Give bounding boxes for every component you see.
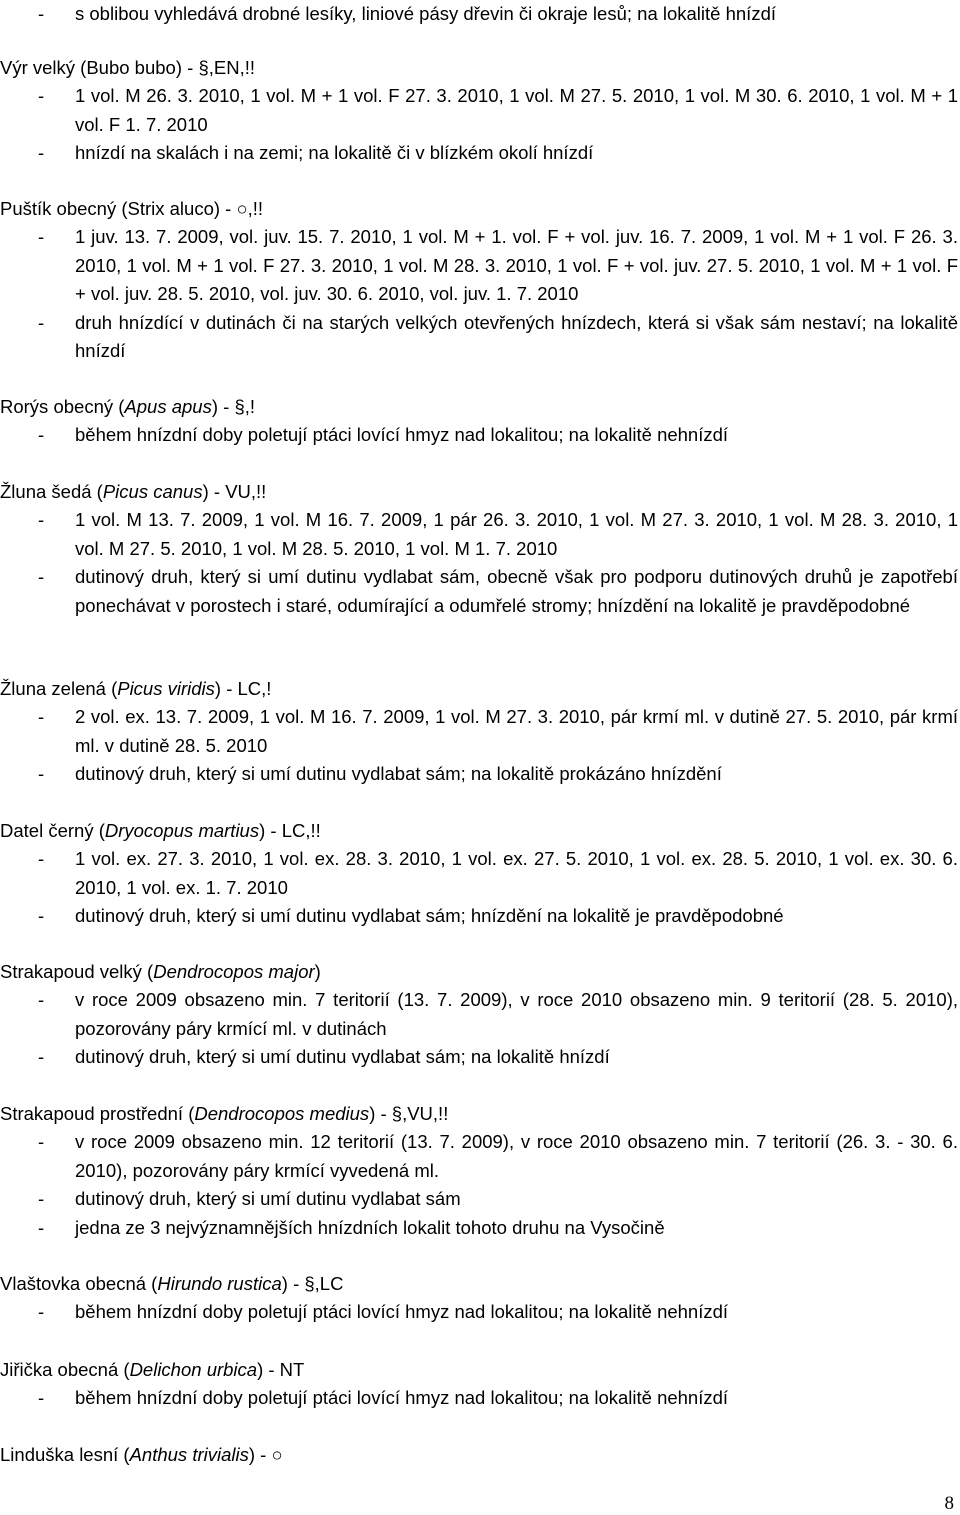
bullet-item: - dutinový druh, který si umí dutinu vydlabat sám; na lokalitě prokázáno hnízdění bbox=[38, 763, 722, 784]
section-zluna-zelena bbox=[0, 675, 958, 789]
observation-item: - 1 vol. M 13. 7. 2009, 1 vol. M 16. 7. 2009, 1 pár 26. 3. 2010, 1 vol. M 27. 3. 2010, 1 vol. M 28. 3. 2010, 1 vol. M 27. 5. 2010, 1 vol. M 28. 5. 2010, 1 vol. M 1. 7. 2010 bbox=[38, 509, 958, 559]
observation-item: - 1 vol. ex. 27. 3. 2010, 1 vol. ex. 28. 3. 2010, 1 vol. ex. 27. 5. 2010, 1 vol. ex. 28. 5. 2010, 1 vol. ex. 30. 6. 2010, 1 vol. ex. 1. 7. 2010 bbox=[38, 848, 958, 898]
section-vlastovka-obecna bbox=[0, 1270, 958, 1327]
species-heading: Linduška lesní (Anthus trivialis) - ○ bbox=[0, 1444, 283, 1465]
species-heading: Strakapoud velký (Dendrocopos major) bbox=[0, 961, 321, 982]
observation-item: - 1 vol. M 26. 3. 2010, 1 vol. M + 1 vol. F 27. 3. 2010, 1 vol. M 27. 5. 2010, 1 vol. M 30. 6. 2010, 1 vol. M + 1 vol. F 1. 7. 2010 bbox=[38, 85, 958, 135]
species-heading: Puštík obecný (Strix aluco) - ○,!! bbox=[0, 198, 264, 219]
bullet-item: - druh hnízdící v dutinách či na starých velkých otevřených hnízdech, která si však sám nestaví; na lokalitě hnízdí bbox=[38, 311, 958, 361]
species-heading: Výr velký (Bubo bubo) - §,EN,!! bbox=[0, 57, 255, 78]
section-habitat-note bbox=[0, 0, 958, 29]
section-datel-cerny bbox=[0, 817, 958, 931]
bullet-item: - dutinový druh, který si umí dutinu vydlabat sám; na lokalitě hnízdí bbox=[38, 1046, 610, 1067]
section-strakapoud-prostredni bbox=[0, 1100, 958, 1242]
page-number: 8 bbox=[944, 1493, 954, 1514]
bullet-item: - s oblibou vyhledává drobné lesíky, liniové pásy dřevin či okraje lesů; na lokalitě hnízdí bbox=[38, 3, 776, 24]
section-rorys-obecny bbox=[0, 393, 958, 450]
species-heading: Vlaštovka obecná (Hirundo rustica) - §,LC bbox=[0, 1273, 344, 1294]
species-heading: Žluna zelená (Picus viridis) - LC,! bbox=[0, 678, 272, 699]
observation-item: - 1 juv. 13. 7. 2009, vol. juv. 15. 7. 2010, 1 vol. M + 1. vol. F + vol. juv. 16. 7. 2009, 1 vol. M + 1 vol. F 26. 3. 2010, 1 vol. M + 1 vol. F 27. 3. 2010, 1 vol. M 28. 3. 2010, 1 vol. F + vol. juv. 27. 5. 2010, 1 vol. M + 1 vol. F + vol. juv. 28. 5. 2010, vol. juv. 30. 6. 2010, vol. juv. 1. 7. 2010 bbox=[38, 226, 958, 304]
bullet-item: - hnízdí na skalách i na zemi; na lokalitě či v blízkém okolí hnízdí bbox=[38, 142, 594, 163]
observation-item: - v roce 2009 obsazeno min. 12 teritorií (13. 7. 2009), v roce 2010 obsazeno min. 7 teritorií (26. 3. - 30. 6. 2010), pozorovány páry krmící vyvedená ml. bbox=[38, 1131, 958, 1181]
section-linduska-lesni bbox=[0, 1441, 958, 1469]
bullet-item: - dutinový druh, který si umí dutinu vydlabat sám; hnízdění na lokalitě je pravděpodobné bbox=[38, 905, 784, 926]
bullet-item: - jedna ze 3 nejvýznamnějších hnízdních lokalit tohoto druhu na Vysočině bbox=[38, 1216, 665, 1238]
species-heading: Žluna šedá (Picus canus) - VU,!! bbox=[0, 481, 267, 502]
section-pustik-obecny bbox=[0, 195, 958, 366]
observation-item: - 2 vol. ex. 13. 7. 2009, 1 vol. M 16. 7. 2009, 1 vol. M 27. 3. 2010, pár krmí ml. v dutině 27. 5. 2010, pár krmí ml. v dutině 28. 5. 2010 bbox=[38, 706, 958, 756]
bullet-item: - během hnízdní doby poletují ptáci lovící hmyz nad lokalitou; na lokalitě nehnízdí bbox=[38, 1387, 729, 1408]
species-heading: Rorýs obecný (Apus apus) - §,! bbox=[0, 396, 256, 417]
bullet-item: - během hnízdní doby poletují ptáci lovící hmyz nad lokalitou; na lokalitě nehnízdí bbox=[38, 1301, 729, 1322]
observation-item: - v roce 2009 obsazeno min. 7 teritorií (13. 7. 2009), v roce 2010 obsazeno min. 9 teritorií (28. 5. 2010), pozorovány páry krmící ml. v dutinách bbox=[38, 989, 958, 1039]
species-heading: Jiřička obecná (Delichon urbica) - NT bbox=[0, 1359, 305, 1380]
section-jiricka-obecna bbox=[0, 1356, 958, 1413]
bullet-item: - během hnízdní doby poletují ptáci lovící hmyz nad lokalitou; na lokalitě nehnízdí bbox=[38, 424, 729, 445]
species-heading: Strakapoud prostřední (Dendrocopos medius) - §,VU,!! bbox=[0, 1103, 449, 1124]
bullet-item: - dutinový druh, který si umí dutinu vydlabat sám bbox=[38, 1188, 461, 1209]
section-vyr-velky bbox=[0, 54, 958, 168]
section-strakapoud-velky bbox=[0, 958, 958, 1072]
section-zluna-seda bbox=[0, 478, 958, 620]
species-heading: Datel černý (Dryocopus martius) - LC,!! bbox=[0, 820, 321, 841]
bullet-item: - dutinový druh, který si umí dutinu vydlabat sám, obecně však pro podporu dutinových druhů je zapotřebí ponechávat v porostech i staré, odumírající a odumřelé stromy; hnízdění na lokalitě je pravděpodobné bbox=[38, 566, 958, 616]
